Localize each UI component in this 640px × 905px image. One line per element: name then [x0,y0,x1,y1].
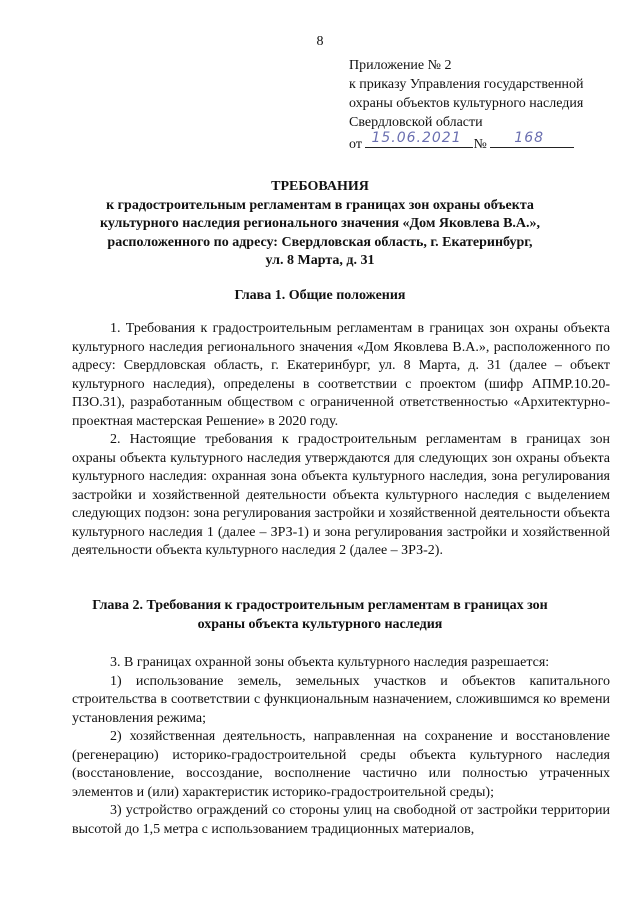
chapter-1-heading: Глава 1. Общие положения [234,288,406,303]
handwritten-number: 168 [514,130,545,146]
appendix-line: Приложение № 2 [349,58,452,73]
paragraph-1: 1. Требования к градостроительным регламентам в границах зон охраны объекта культурного наследия регионального значения «Дом Яковлева В.А.», расположенного по адресу: Свердловская область, г. Екатеринбург, ул. 8 Марта, д. 31 (далее – объект культурного наследия), определены в соответствии с проектом (шифр АПМР.10.20-ПЗО.31), разработанным обществом с ограниченной ответственностью «Архитектурно-проектная мастерская Решение» в 2020 году. [72,321,610,429]
title-line: культурного наследия регионального значения «Дом Яковлева В.А.», [99,216,541,231]
chapter-2-heading-line: охраны объекта культурного наследия [197,616,443,632]
date-prefix: от [349,137,362,152]
list-item-1: 1) использование земель, земельных участков и объектов капитального строительства в соответствии с функциональным назначением, сложившимся ко времени установления режима; [72,673,610,726]
handwritten-date: 15.06.2021 [371,130,462,146]
chapter-1-text [72,320,610,561]
chapter-2-heading-line: Глава 2. Требования к градостроительным регламентам в границах зон [92,598,548,613]
appendix-line: Свердловской области [349,115,483,130]
appendix-line: к приказу Управления государственной [349,77,584,92]
title-line: ул. 8 Марта, д. 31 [265,253,375,268]
appendix-header [349,56,629,153]
chapter-2-text [72,654,610,839]
order-date-number-row [349,132,629,153]
title-line: расположенного по адресу: Свердловская область, г. Екатеринбург, [107,234,533,250]
page-number: 8 [316,34,324,49]
paragraph-2: 2. Настоящие требования к градостроительным регламентам в границах зон охраны объекта культурного наследия утверждаются для следующих зон охраны объекта культурного наследия: охранная зона объекта культурного наследия, зона регулирования застройки и хозяйственной деятельности объекта культурного наследия с выделением следующих подзон: зона регулирования застройки и хозяйственной деятельности объекта культурного наследия 1 (далее – ЗРЗ-1) и зона регулирования застройки и хозяйственной деятельности объекта культурного наследия 2 (далее – ЗРЗ-2). [72,432,610,558]
paragraph-3: 3. В границах охранной зоны объекта культурного наследия разрешается: [110,655,550,670]
date-field [365,132,473,148]
list-item-3: 3) устройство ограждений со стороны улиц на свободной от застройки территории высотой до 1,5 метра с использованием традиционных материалов, [72,803,610,837]
chapter-2-heading [60,597,580,634]
title-line: к градостроительным регламентам в границах зон охраны объекта [106,197,534,213]
title-line: ТРЕБОВАНИЯ [271,179,369,194]
number-field [490,132,574,148]
appendix-line: охраны объектов культурного наследия [349,96,584,111]
list-item-2: 2) хозяйственная деятельность, направленная на сохранение и восстановление (регенерацию) историко-градостроительной среды объекта культурного наследия (восстановление, воссоздание, восполнение частично или полностью утраченных элементов и (или) характеристик историко-градостроительной среды); [72,729,610,800]
document-title [60,178,580,271]
number-prefix: № [473,137,487,152]
